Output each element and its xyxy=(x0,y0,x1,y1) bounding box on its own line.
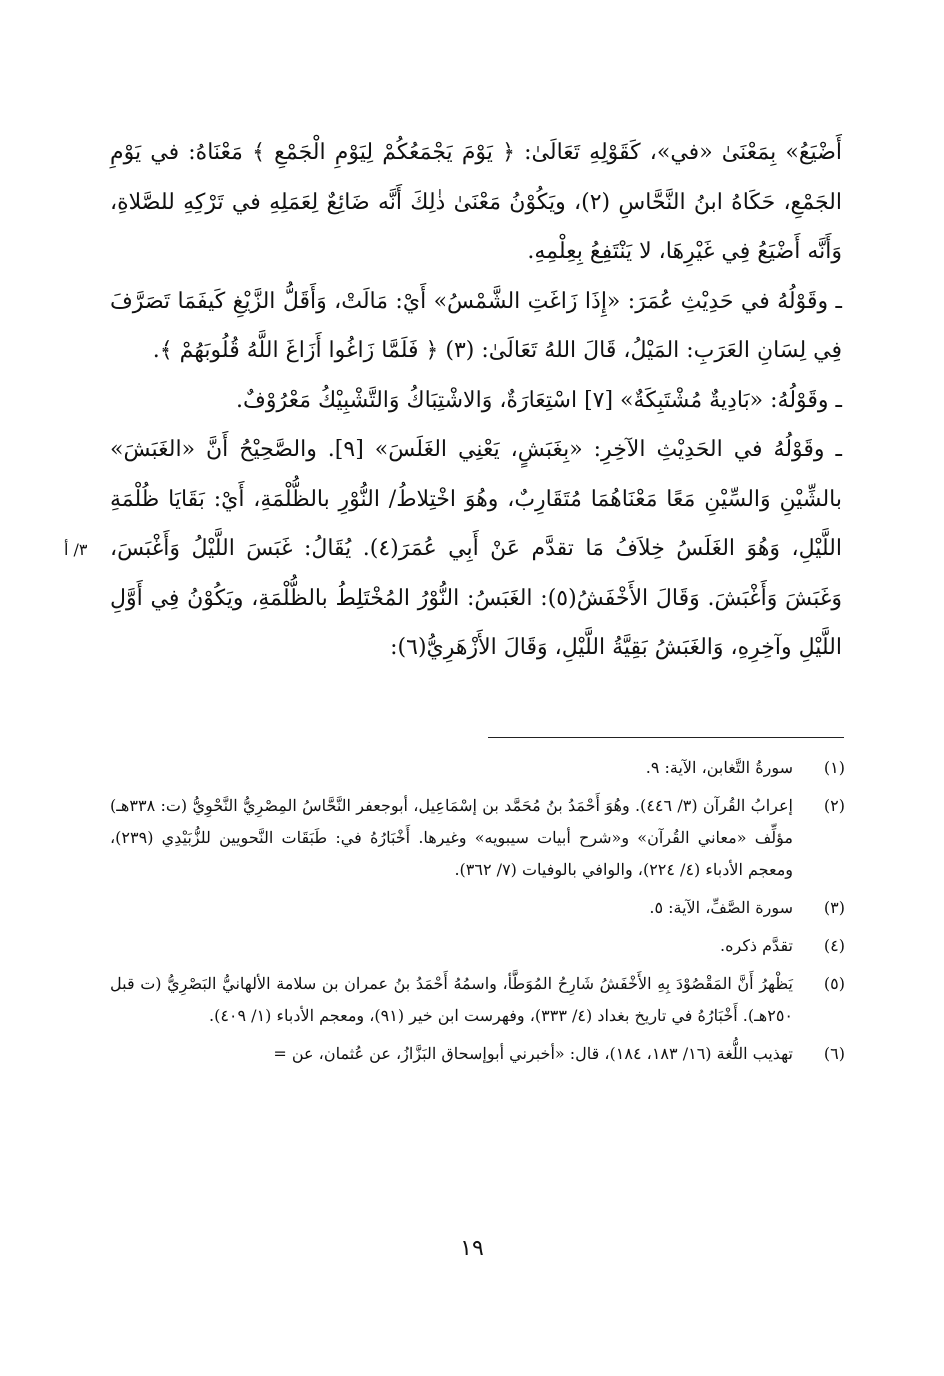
footnote-number: (١) xyxy=(823,758,845,777)
footnote-number: (٥) xyxy=(823,974,845,993)
footnote-number: (٤) xyxy=(823,936,845,955)
footnote-separator xyxy=(488,737,844,738)
footnote-item xyxy=(110,790,845,886)
paragraph-2: ـ وقَوْلُهُ في حَدِيْثِ عُمَرَ: «إِذَا زَاغَتِ الشَّمْسُ» أَيْ: مَالَتْ، وَأَقَلُّ الزَّيْغِ كَيفَمَا تَصَرَّفَ فِي لِسَانِ العَرَبِ: المَيْلُ، قَالَ اللهُ تَعَالَىٰ: (٣) ﴿ فَلَمَّا زَاغُوا أَزَاغَ اللَّهُ قُلُوبَهُمْ ﴾. xyxy=(110,288,842,363)
footnote-text: تهذيب اللُّغة (١٦/ ١٨٣، ١٨٤)، قال: «أخبرني أبوإسحاق البَزَّازُ، عن عُثمان، عن = xyxy=(273,1044,793,1063)
footnote-text: يَظْهرُ أَنَّ المَقْصُوْدَ بِهِ الأَخْفَشُ شَارِحُ المُوَطَّأ، واسمُهُ أَحْمَدُ بنُ عمران بن سلامة الألهانيُّ البَصْرِيُّ (ت قبل ٢٥٠هـ). أَخْبَارُهُ في تاريخ بغداد (٤/ ٣٣٣)، وفهرست ابن خير (٩١)، ومعجم الأدباء (١/ ٤٠٩). xyxy=(110,974,793,1025)
footnote-text: إعرابُ القُرآن (٣/ ٤٤٦). وهُوَ أَحْمَدُ بنُ مُحَمَّد بن إسْمَاعِيل، أبوجعفر النَّحَّاسُ المِصْرِيُّ النَّحْوِيُّ (ت: ٣٣٨هـ) مؤلِّف «معاني القُرآن» و«شرح أبيات سيبويه» وغيرها. أَخْبَارُهُ في: طَبَقَات النَّحويين للزُّبَيْدِي (٢٣٩)، ومعجم الأدباء (٤/ ٢٢٤)، والوافي بالوفيات (٧/ ٣٦٢). xyxy=(110,796,794,879)
paragraph-4: ـ وقَوْلُهُ في الحَدِيْثِ الآخِرِ: «بِغَبَشٍ، يَعْنِي الغَلَسَ» [٩]. والصَّحِيْحُ أَنَّ «الغَبَشَ» بالشِّيْنِ وَالسِّيْنِ مَعًا مَعْنَاهُمَا مُتَقَارِبٌ، وهُوَ اخْتِلاطُ/ النُّوْرِ بالظُّلْمَةِ، أَيْ: بَقَايَا ظُلْمَةِ اللَّيْلِ، وَهُوَ الغَلَسُ خِلاَفُ مَا تقدَّم عَنْ أَبِي عُمَرَ(٤). يُقَالُ: غَبَسَ اللَّيْلُ وَأَغْبَسَ، وَغَبَشَ وَأَغْبَشَ. وَقَالَ الأَخْفَشُ(٥): الغَبَسُ: النُّوْرُ المُخْتَلِطُ بالظُّلْمَةِ، ويَكُوْنُ فِي أَوَّلِ اللَّيْلِ وآخِرِهِ، وَالغَبَشُ بَقِيَّةُ اللَّيْلِ، وَقَالَ الأَزْهَرِيُّ(٦): xyxy=(110,437,842,660)
footnote-number: (٣) xyxy=(823,898,845,917)
footnote-text: سورة الصَّفِّ، الآية: ٥. xyxy=(649,898,793,917)
footnote-number: (٦) xyxy=(823,1044,845,1063)
paragraph-3: ـ وقَوْلُهُ: «بَادِيةٌ مُشْتَبِكَةٌ» [٧] اسْتِعَارَةٌ، وَالاشْتِبَاكُ وَالتَّشْبِيْكُ مَعْرُوْفٌ. xyxy=(236,387,842,413)
footnote-text: تقدَّم ذكره. xyxy=(720,936,793,955)
footnote-number: (٢) xyxy=(823,796,845,815)
footnotes xyxy=(110,752,845,1076)
manuscript-folio-note: ٣/ أ xyxy=(64,540,88,559)
footnote-text: سورةُ التَّغابن، الآية: ٩. xyxy=(645,758,793,777)
footnote-item xyxy=(110,930,845,962)
page-number: ١٩ xyxy=(460,1236,484,1261)
footnote-item xyxy=(110,968,845,1032)
main-text xyxy=(110,128,842,673)
footnote-item xyxy=(110,892,845,924)
footnote-item xyxy=(110,752,845,784)
footnote-item xyxy=(110,1038,845,1070)
paragraph-1: أَضْيَعُ» بِمَعْنَىٰ «في»، كَقَوْلِهِ تَعَالَىٰ: ﴿ يَوْمَ يَجْمَعُكُمْ لِيَوْمِ الْجَمْعِ ﴾ مَعْنَاهُ: في يَوْمِ الجَمْعِ، حَكَاهُ ابنُ النَّحَّاسِ (٢)، ويَكُوْنُ مَعْنَىٰ ذٰلِكَ أَنَّه ضَائِعٌ لِعَمَلِهِ في تَرْكِهِ للصَّلاةِ، وَأَنَّه أَضْيَعُ فِي غَيْرِهَا، لا يَنْتَفِعُ بِعِلْمِهِ. xyxy=(110,140,842,264)
